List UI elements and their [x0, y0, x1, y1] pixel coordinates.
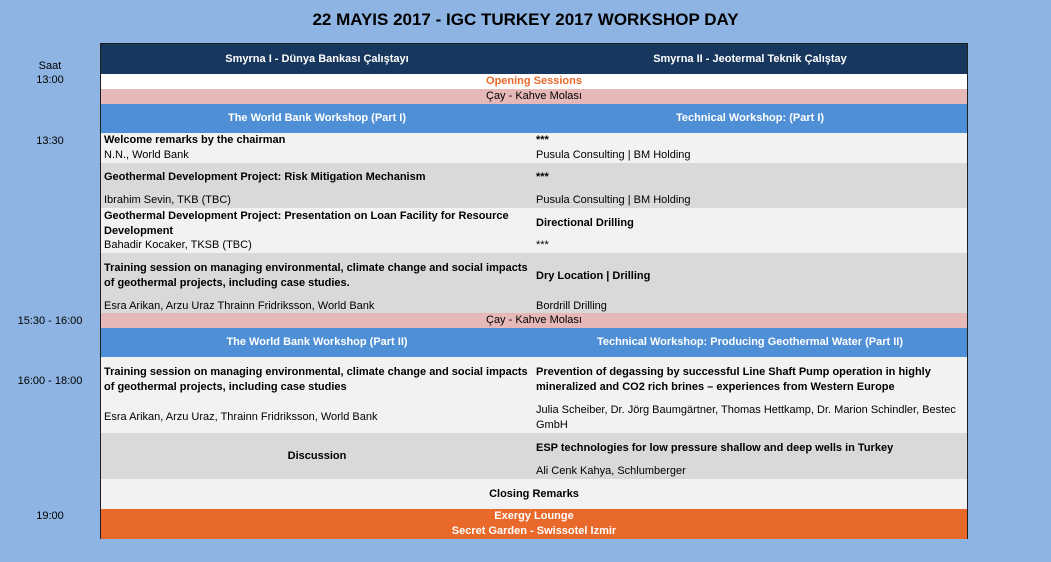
session-row [101, 357, 967, 433]
session-speaker: *** [536, 239, 549, 251]
part1-left-header: The World Bank Workshop (Part I) [227, 112, 407, 124]
session-speaker: Esra Arikan, Arzu Uraz Thrainn Fridriksson, World Bank [104, 300, 375, 312]
session-speaker: Bahadir Kocaker, TKSB (TBC) [104, 239, 252, 251]
session-speaker: Esra Arikan, Arzu Uraz, Thrainn Fridriksson, World Bank [104, 411, 378, 423]
session-title: Training session on managing environmental, climate change and social impacts of geothermal projects, including case studies [104, 366, 528, 393]
session-title: ESP technologies for low pressure shallow and deep wells in Turkey [536, 442, 894, 454]
coffee-break-1: Çay - Kahve Molası [486, 90, 582, 102]
session-title: Directional Drilling [536, 217, 634, 229]
time-label-saat: Saat [38, 60, 62, 72]
session-title: Dry Location | Drilling [536, 270, 651, 282]
part2-header-row [101, 328, 967, 357]
session-title: *** [536, 134, 549, 146]
opening-sessions: Opening Sessions [486, 75, 582, 87]
session-row [101, 133, 967, 163]
part1-right-header: Technical Workshop: (Part I) [675, 112, 825, 124]
room-header-right: Smyrna II - Jeotermal Teknik Çalıştay [653, 52, 847, 65]
discussion-label: Discussion [287, 449, 347, 462]
part1-header-row [101, 104, 967, 133]
part2-left-header: The World Bank Workshop (Part II) [226, 336, 408, 348]
closing-remarks: Closing Remarks [489, 487, 579, 500]
lounge-row [101, 509, 967, 539]
session-speaker: Pusula Consulting | BM Holding [536, 149, 691, 161]
room-header-row [101, 44, 967, 74]
session-speaker: N.N., World Bank [104, 149, 189, 161]
page-title: 22 MAYIS 2017 - IGC TURKEY 2017 WORKSHOP DAY [312, 10, 739, 29]
room-header-left: Smyrna I - Dünya Bankası Çalıştayı [225, 52, 409, 65]
break-row-2 [101, 313, 967, 328]
session-speaker: Bordrill Drilling [536, 300, 607, 312]
session-row [101, 163, 967, 208]
session-title: Geothermal Development Project: Presentation on Loan Facility for Resource Development [104, 210, 509, 237]
session-title: Prevention of degassing by successful Line Shaft Pump operation in highly mineralized and CO2 rich brines – experiences from Western Europe [536, 366, 931, 393]
time-1600: 16:00 - 18:00 [17, 375, 83, 387]
session-title: Geothermal Development Project: Risk Mitigation Mechanism [104, 171, 426, 183]
time-1900: 19:00 [36, 510, 64, 522]
session-row [101, 433, 967, 479]
session-speaker: Julia Scheiber, Dr. Jörg Baumgärtner, Thomas Hettkamp, Dr. Marion Schindler, Bestec GmbH [536, 404, 956, 431]
lounge-title: Exergy Lounge [494, 510, 574, 522]
session-title: Welcome remarks by the chairman [104, 134, 286, 146]
time-1530: 15:30 - 16:00 [17, 315, 83, 327]
time-1300: 13:00 [36, 74, 64, 86]
break-row-1 [101, 89, 967, 104]
session-title: *** [536, 171, 549, 183]
opening-row [101, 74, 967, 89]
lounge-venue: Secret Garden - Swissotel Izmir [451, 525, 617, 537]
coffee-break-2: Çay - Kahve Molası [486, 314, 582, 326]
schedule-table [100, 43, 968, 539]
session-speaker: Ibrahim Sevin, TKB (TBC) [104, 194, 231, 206]
time-1330: 13:30 [36, 135, 64, 147]
session-speaker: Ali Cenk Kahya, Schlumberger [536, 465, 686, 477]
session-row [101, 208, 967, 253]
part2-right-header: Technical Workshop: Producing Geothermal Water (Part II) [596, 336, 903, 348]
session-row [101, 253, 967, 313]
closing-row [101, 479, 967, 509]
session-speaker: Pusula Consulting | BM Holding [536, 194, 691, 206]
session-title: Training session on managing environmental, climate change and social impacts of geothermal projects, including case studies. [104, 262, 528, 289]
